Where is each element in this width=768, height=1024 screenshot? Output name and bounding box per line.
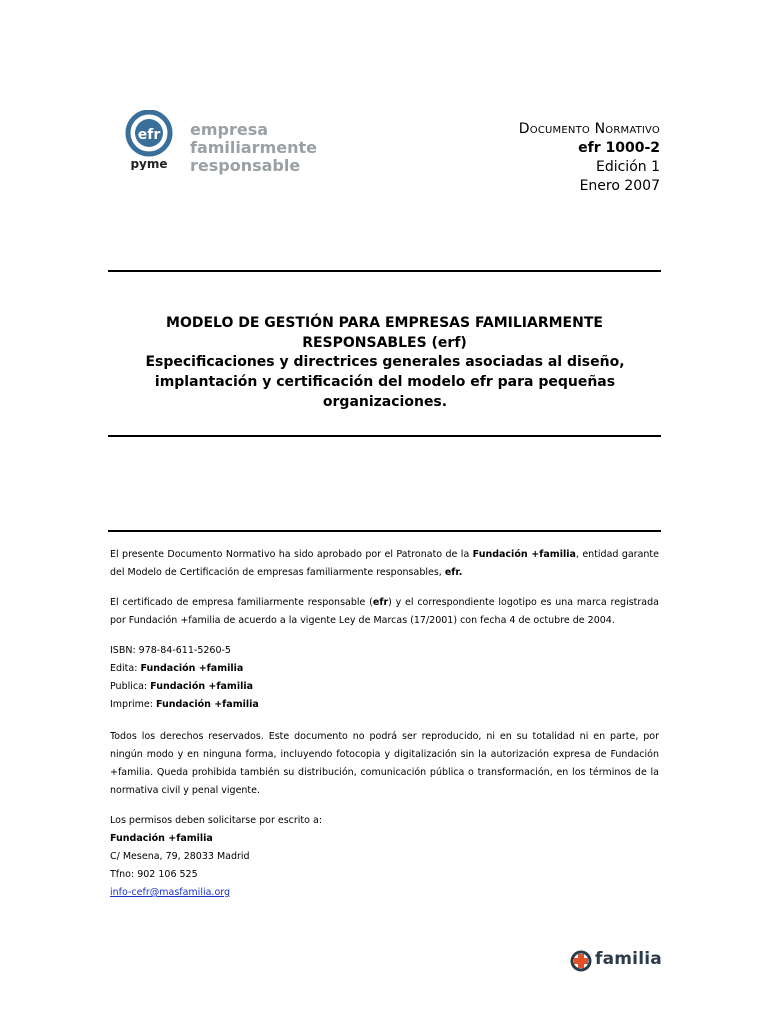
- body-divider: [108, 530, 661, 532]
- logo-line-1: empresa: [190, 120, 269, 139]
- legal-notice: [110, 546, 659, 902]
- document-info: [519, 120, 660, 196]
- contact-phone: Tfno: 902 106 525: [110, 869, 198, 880]
- efr-pyme-logo: [120, 110, 317, 180]
- masfamilia-icon: [569, 949, 593, 973]
- logo-line-3: responsable: [190, 156, 301, 175]
- svg-text:efr: efr: [137, 127, 161, 143]
- masfamilia-logo: [569, 947, 662, 975]
- title-divider: [108, 435, 661, 437]
- svg-text:pyme: pyme: [130, 157, 168, 170]
- permissions-text: Los permisos deben solicitarse por escrito a:: [110, 815, 323, 826]
- rights-paragraph: Todos los derechos reservados. Este documento no podrá ser reproducido, ni en su totalidad ni en parte, por ningún modo y en ninguna forma, incluyendo fotocopia y digitalización sin la autorización expresa de Fundación +familia. Queda prohibida también su distribución, comunicación pública o transformación, en los términos de la normativa civil y penal vigente.: [110, 731, 659, 796]
- document-title: MODELO DE GESTIÓN PARA EMPRESAS FAMILIARMENTE RESPONSABLES (erf): [166, 315, 603, 351]
- efr-logo-icon: [120, 110, 178, 170]
- document-date: Enero 2007: [579, 178, 660, 194]
- imprime-line: Imprime: Fundación +familia: [110, 699, 259, 710]
- publica-line: Publica: Fundación +familia: [110, 681, 253, 692]
- top-divider: [108, 270, 661, 272]
- trademark-paragraph: El certificado de empresa familiarmente responsable (efr) y el correspondiente logotipo es una marca registrada por Fundación +familia de acuerdo a la vigente Ley de Marcas (17/2001) con fecha 4 de octubre de 2004.: [110, 597, 659, 626]
- contact-address: C/ Mesena, 79, 28033 Madrid: [110, 851, 250, 862]
- document-edition: Edición 1: [595, 159, 660, 175]
- contact-block: [110, 812, 659, 902]
- document-number: efr 1000-2: [578, 140, 660, 156]
- edita-line: Edita: Fundación +familia: [110, 663, 244, 674]
- logo-wordmark: [190, 121, 317, 175]
- publication-info: [110, 642, 659, 714]
- document-type: Documento Normativo: [518, 121, 660, 137]
- approval-paragraph: El presente Documento Normativo ha sido aprobado por el Patronato de la Fundación +familia, entidad garante del Modelo de Certificación de empresas familiarmente responsables, efr.: [110, 549, 660, 578]
- masfamilia-wordmark: familia: [595, 949, 662, 969]
- contact-email-link[interactable]: info-cefr@masfamilia.org: [110, 887, 231, 898]
- logo-line-2: familiarmente: [190, 138, 317, 157]
- document-subtitle: Especificaciones y directrices generales asociadas al diseño, implantación y certificación del modelo efr para pequeñas organizaciones.: [145, 354, 625, 410]
- contact-organization: Fundación +familia: [110, 833, 213, 844]
- isbn: ISBN: 978-84-611-5260-5: [110, 645, 231, 656]
